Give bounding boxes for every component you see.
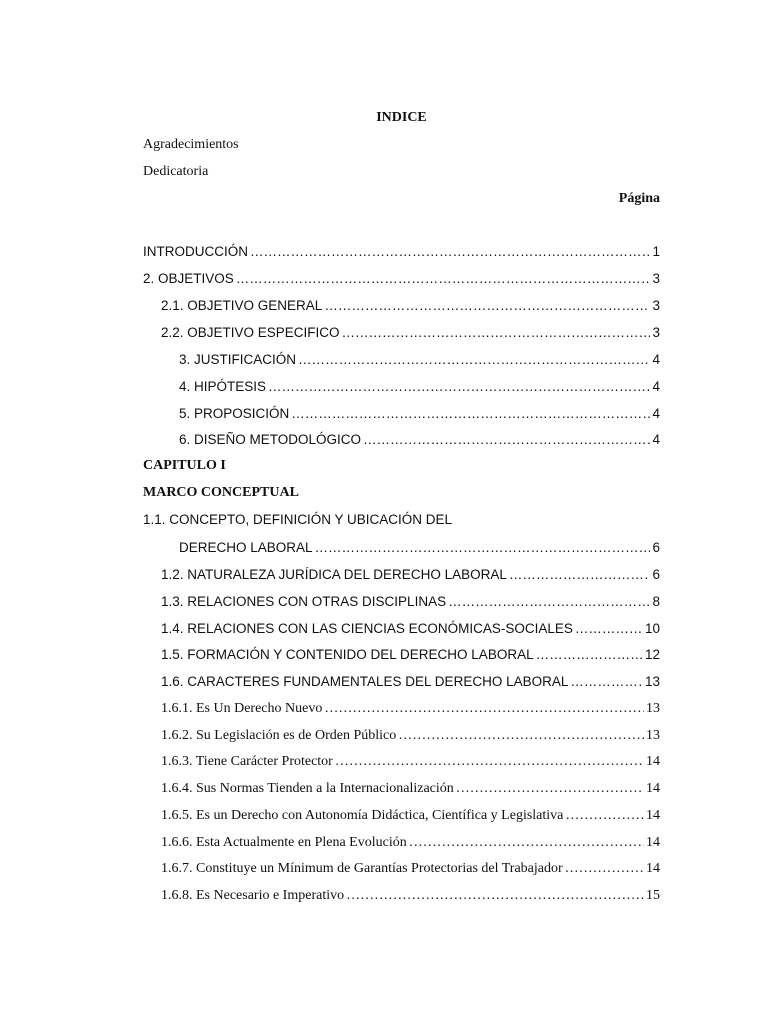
- toc-entry: [161, 324, 660, 342]
- toc-entry-page: 15: [646, 888, 660, 903]
- toc-entry-page: 4: [652, 352, 660, 367]
- toc-leader-dots: [298, 351, 650, 369]
- toc-leader-dots: [335, 753, 644, 771]
- toc-entry-label: 1.6.7. Constituye un Mínimum de Garantías Protectorias del Trabajador: [161, 861, 563, 876]
- toc-entry: [161, 593, 660, 611]
- toc-leader-dots: [346, 887, 644, 905]
- toc-entry-page: 14: [646, 808, 660, 823]
- toc-entry-label: 3. JUSTIFICACIÓN: [179, 352, 297, 367]
- toc-entry: [161, 566, 660, 584]
- toc-entry-label: 5. PROPOSICIÓN: [179, 406, 290, 421]
- toc-entry-label: 1.6.1. Es Un Derecho Nuevo: [161, 701, 323, 716]
- toc-entry: [179, 378, 660, 396]
- toc-entry-page: 3: [652, 298, 660, 313]
- toc-entry-page: 12: [644, 647, 660, 662]
- toc-entry: [161, 834, 660, 852]
- toc-entry: [161, 700, 660, 718]
- toc-entry-label: 1.6.3. Tiene Carácter Protector: [161, 754, 333, 769]
- toc-entry: [161, 753, 660, 771]
- toc-entry-label: INTRODUCCIÓN: [143, 244, 248, 259]
- index-title: INDICE: [376, 110, 427, 125]
- chapter-number: CAPITULO I: [143, 458, 226, 473]
- toc-entry-label: 2.2. OBJETIVO ESPECIFICO: [161, 325, 340, 340]
- toc-leader-dots: [250, 243, 650, 261]
- toc-entry-label: 1.6.6. Esta Actualmente en Plena Evolución: [161, 835, 407, 850]
- toc-entry-page: 14: [646, 835, 660, 850]
- toc-leader-dots: [315, 539, 651, 557]
- toc-entry: [179, 351, 660, 369]
- toc-entry-page: 6: [652, 540, 660, 555]
- toc-leader-dots: [398, 727, 644, 745]
- toc-leader-dots: [291, 405, 650, 423]
- toc-entry: [179, 431, 660, 449]
- toc-entry-label: 1.6.8. Es Necesario e Imperativo: [161, 888, 345, 903]
- toc-entry-page: 13: [646, 701, 660, 716]
- toc-entry-page: 4: [652, 432, 660, 447]
- front-matter-acknowledgements: Agradecimientos: [143, 137, 239, 152]
- chapter-title: MARCO CONCEPTUAL: [143, 485, 299, 500]
- toc-entry: [161, 620, 660, 638]
- toc-entry-label: 1.6. CARACTERES FUNDAMENTALES DEL DERECHO LABORAL: [161, 674, 569, 689]
- toc-entry-label-continuation: DERECHO LABORAL: [179, 540, 313, 555]
- toc-entry-page: 14: [646, 754, 660, 769]
- toc-entry-label: 1.1. CONCEPTO, DEFINICIÓN Y UBICACIÓN DEL: [143, 512, 453, 527]
- toc-entry-page: 8: [652, 594, 660, 609]
- toc-leader-dots: [268, 378, 650, 396]
- toc-leader-dots: [363, 431, 650, 449]
- toc-entry: [179, 405, 660, 423]
- toc-entry: [161, 807, 660, 825]
- toc-entry-label: 1.6.2. Su Legislación es de Orden Público: [161, 728, 397, 743]
- toc-leader-dots: [565, 807, 644, 825]
- toc-entry: [161, 780, 660, 798]
- toc-entry: [179, 539, 660, 557]
- toc-entry-label: 1.5. FORMACIÓN Y CONTENIDO DEL DERECHO LABORAL: [161, 647, 534, 662]
- toc-entry-page: 13: [646, 728, 660, 743]
- toc-entry-label: 6. DISEÑO METODOLÓGICO: [179, 432, 362, 447]
- toc-entry-page: 10: [644, 621, 660, 636]
- toc-leader-dots: [536, 646, 643, 664]
- toc-entry: [143, 270, 660, 288]
- toc-entry-label: 2. OBJETIVOS: [143, 271, 234, 286]
- toc-entry-page: 13: [644, 674, 660, 689]
- toc-entry-label: 1.6.5. Es un Derecho con Autonomía Didáctica, Científica y Legislativa: [161, 808, 564, 823]
- toc-leader-dots: [409, 834, 644, 852]
- toc-entry: [161, 887, 660, 905]
- toc-leader-dots: [342, 324, 651, 342]
- front-matter-dedication: Dedicatoria: [143, 164, 209, 179]
- toc-entry-label: 1.4. RELACIONES CON LAS CIENCIAS ECONÓMICAS-SOCIALES: [161, 621, 573, 636]
- toc-entry-page: 3: [652, 271, 660, 286]
- toc-entry-label: 1.3. RELACIONES CON OTRAS DISCIPLINAS: [161, 594, 447, 609]
- toc-entry-page: 1: [652, 244, 660, 259]
- toc-entry: [161, 727, 660, 745]
- page-column-header: Página: [618, 191, 660, 206]
- toc-entry: [161, 860, 660, 878]
- toc-leader-dots: [570, 673, 643, 691]
- toc-leader-dots: [324, 700, 644, 718]
- toc-entry-label: 1.6.4. Sus Normas Tienden a la Internacionalización: [161, 781, 454, 796]
- toc-leader-dots: [456, 780, 644, 798]
- toc-entry-page: 3: [652, 325, 660, 340]
- toc-entry-label: 1.2. NATURALEZA JURÍDICA DEL DERECHO LABORAL: [161, 567, 507, 582]
- toc-entry-page: 4: [652, 379, 660, 394]
- toc-leader-dots: [509, 566, 651, 584]
- toc-entry-label: 2.1. OBJETIVO GENERAL: [161, 298, 323, 313]
- toc-entry: [143, 243, 660, 261]
- toc-entry: [161, 297, 660, 315]
- toc-entry-label: 4. HIPÓTESIS: [179, 379, 267, 394]
- toc-entry-page: 6: [652, 567, 660, 582]
- toc-entry: [161, 673, 660, 691]
- toc-entry-page: 14: [646, 781, 660, 796]
- toc-leader-dots: [565, 860, 644, 878]
- toc-leader-dots: [575, 620, 643, 638]
- toc-leader-dots: [448, 593, 650, 611]
- toc-entry-page: 14: [646, 861, 660, 876]
- toc-entry: [161, 646, 660, 664]
- toc-leader-dots: [236, 270, 651, 288]
- toc-leader-dots: [324, 297, 650, 315]
- toc-entry-page: 4: [652, 406, 660, 421]
